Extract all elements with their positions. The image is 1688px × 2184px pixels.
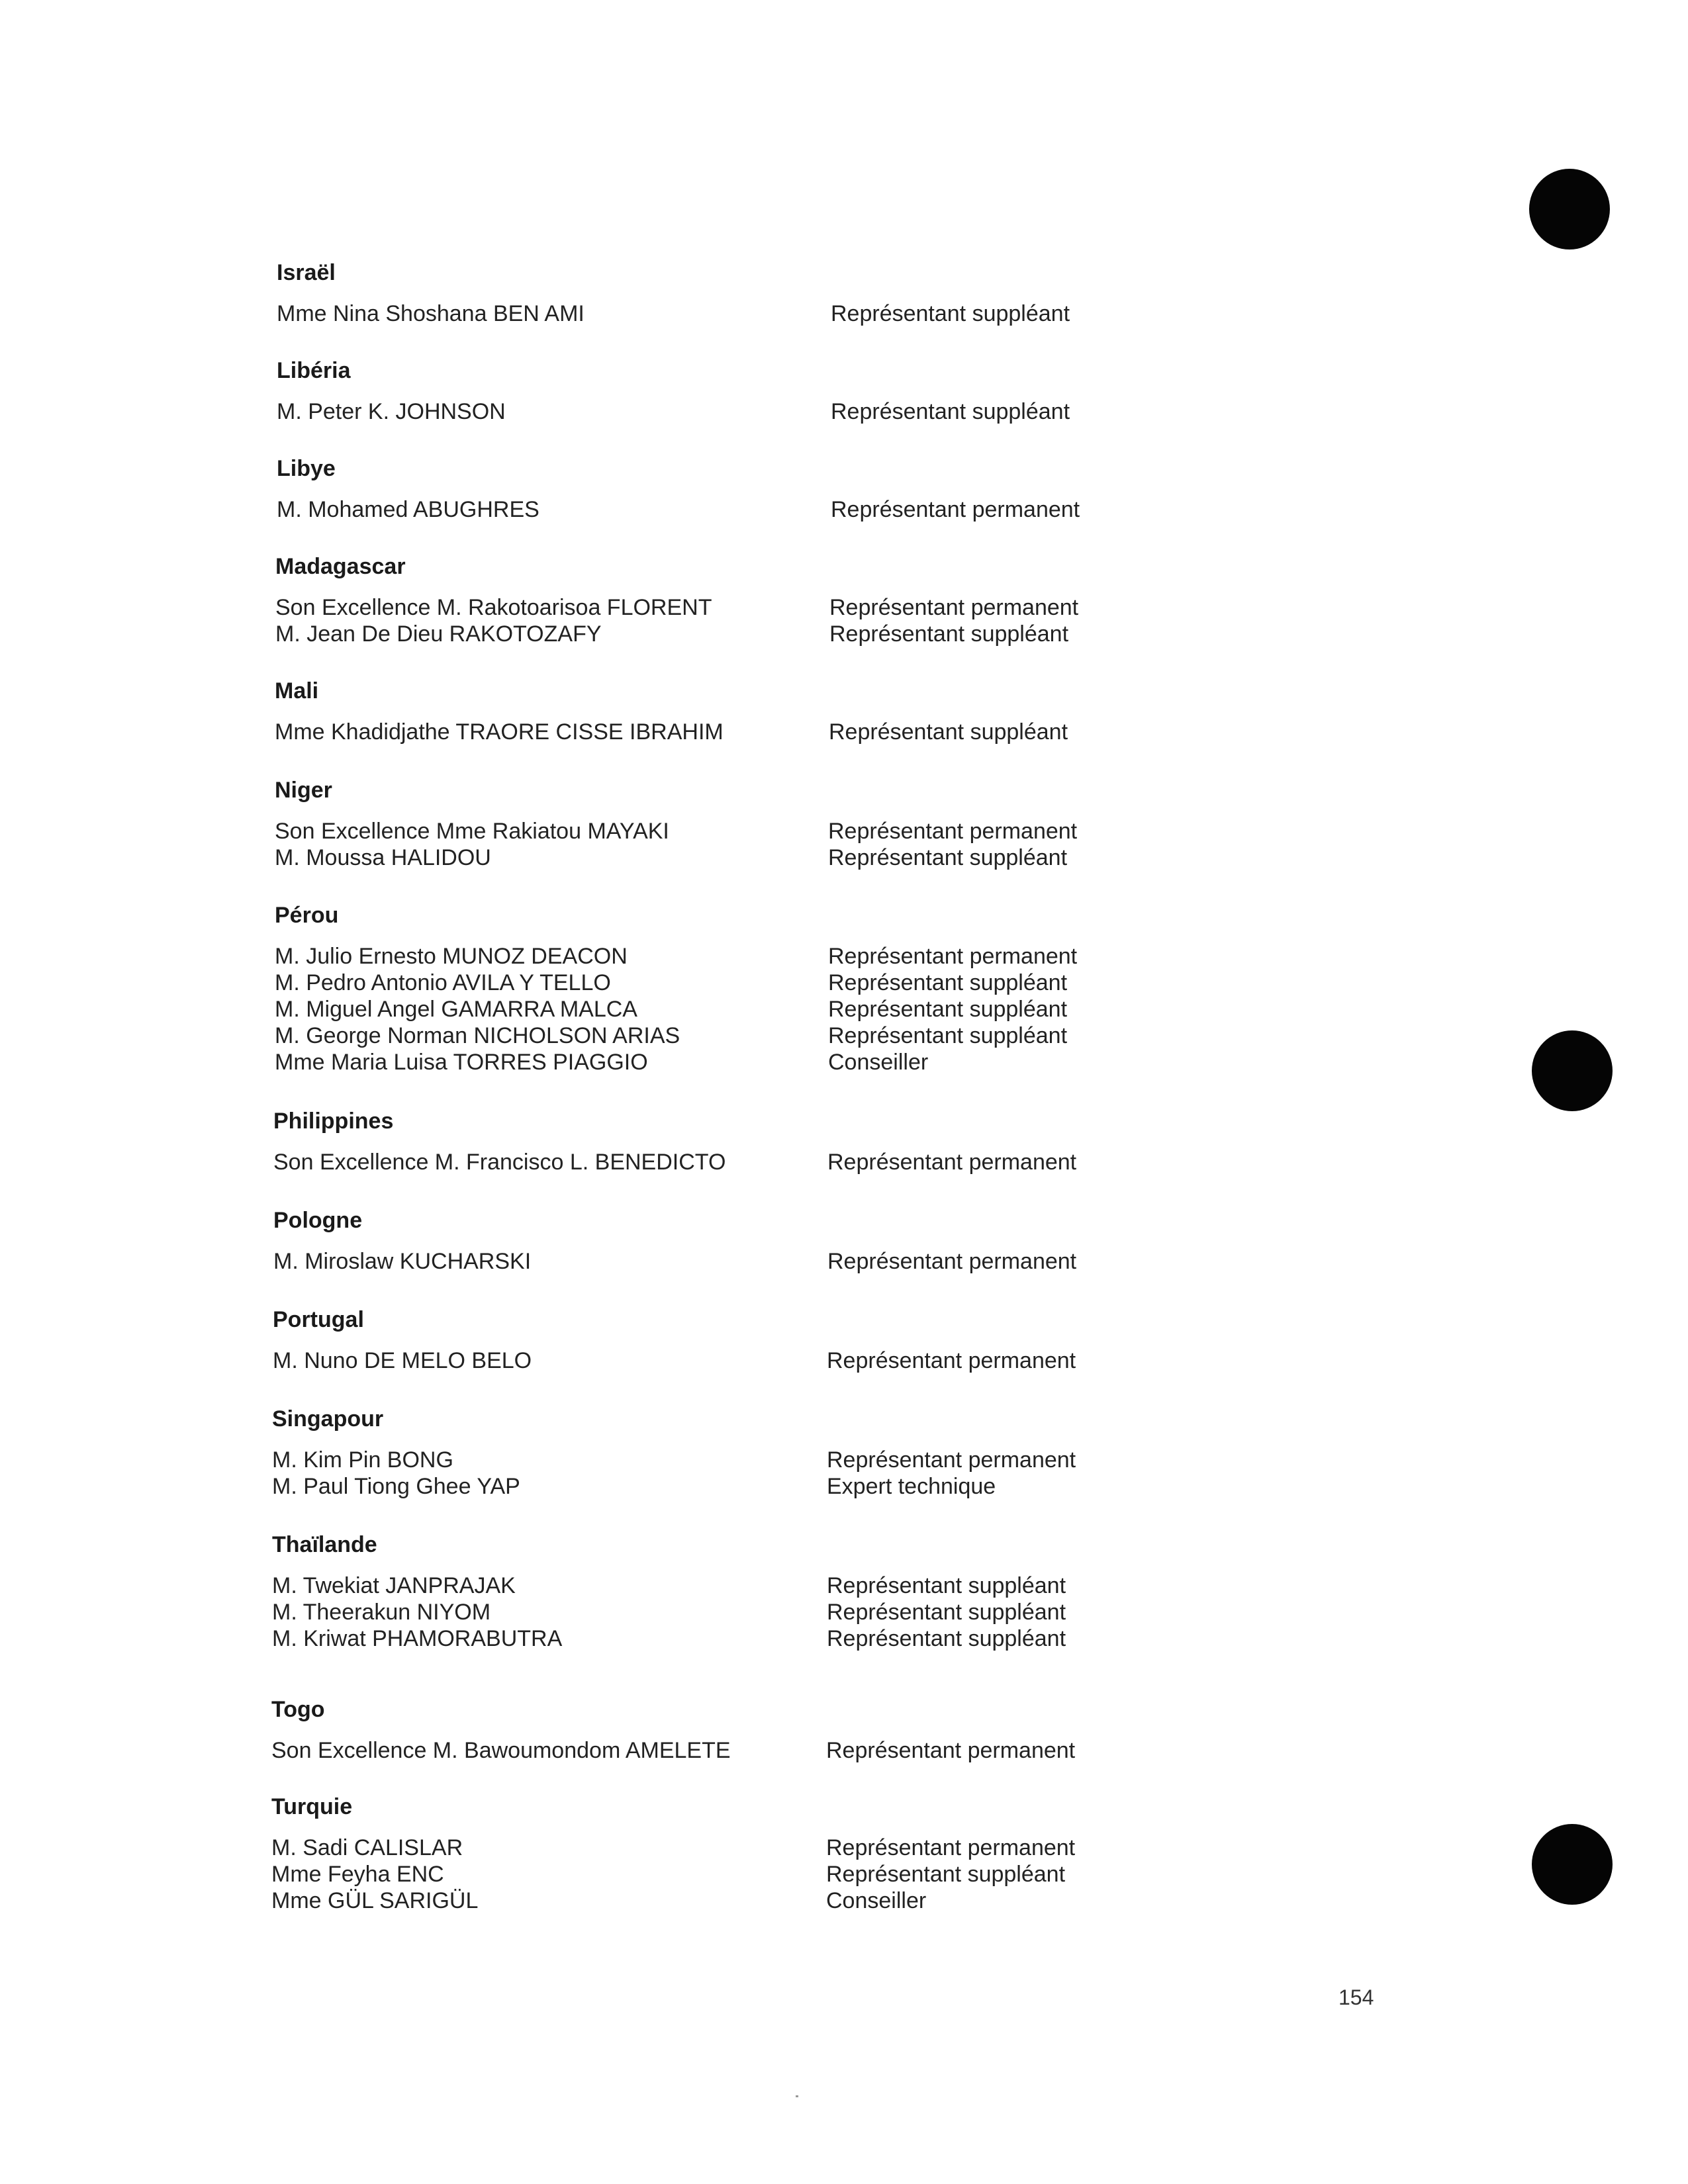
country-heading: Singapour [272,1406,384,1432]
delegate-role: Représentant suppléant [826,1862,1066,1887]
delegate-row [272,1473,1224,1500]
delegate-row [275,970,1225,996]
delegate-role: Représentant suppléant [827,1600,1066,1625]
delegate-role: Représentant permanent [826,1835,1076,1860]
delegate-name: Son Excellence M. Rakotoarisoa FLORENT [275,595,712,620]
delegate-name: M. Nuno DE MELO BELO [273,1348,532,1373]
country-heading: Libéria [277,358,351,383]
delegate-role: Représentant permanent [831,497,1080,522]
delegate-name: Son Excellence M. Bawoumondom AMELETE [271,1738,731,1763]
delegate-row [275,719,1226,745]
delegate-role: Représentant suppléant [831,399,1070,424]
delegate-name: M. Twekiat JANPRAJAK [272,1573,516,1598]
delegate-row [272,1599,1224,1625]
delegate-role: Représentant suppléant [829,719,1068,745]
delegate-row [271,1861,1223,1888]
delegate-row [277,496,1228,523]
delegate-row [273,1347,1224,1374]
country-heading: Libye [277,456,336,481]
delegate-name: Mme GÜL SARIGÜL [271,1888,479,1913]
delegate-row [275,621,1227,647]
delegate-row [275,594,1227,621]
delegate-row [277,398,1228,425]
delegate-role: Représentant suppléant [827,1573,1066,1598]
country-heading: Portugal [273,1307,364,1332]
delegate-name: M. Mohamed ABUGHRES [277,497,539,522]
country-heading: Israël [277,260,336,285]
delegate-row [272,1447,1224,1473]
country-heading: Turquie [271,1794,353,1819]
country-heading: Pérou [275,903,339,928]
delegate-role: Représentant permanent [827,1249,1077,1274]
delegate-role: Conseiller [826,1888,927,1913]
delegate-row [275,818,1225,844]
country-heading: Madagascar [275,554,406,579]
delegate-row [275,996,1225,1023]
delegate-name: M. Miroslaw KUCHARSKI [273,1249,532,1274]
delegate-name: Mme Feyha ENC [271,1862,444,1887]
delegate-name: M. Theerakun NIYOM [272,1600,491,1625]
delegate-row [275,1049,1225,1075]
delegate-role: Représentant suppléant [831,301,1070,326]
page-number: 154 [1338,1985,1374,2009]
country-heading: Philippines [273,1109,394,1134]
delegate-role: Représentant suppléant [828,1023,1068,1048]
delegate-row [277,300,1228,327]
delegate-row [273,1248,1225,1275]
delegate-name: M. George Norman NICHOLSON ARIAS [275,1023,680,1048]
delegate-name: Mme Maria Luisa TORRES PIAGGIO [275,1050,648,1075]
delegate-role: Représentant suppléant [829,621,1069,647]
country-heading: Niger [275,778,332,803]
delegate-role: Expert technique [827,1474,996,1499]
delegate-name: Mme Nina Shoshana BEN AMI [277,301,585,326]
country-heading: Togo [271,1697,325,1722]
delegate-row [275,844,1225,871]
delegate-name: M. Paul Tiong Ghee YAP [272,1474,520,1499]
delegate-row [275,943,1225,970]
delegate-role: Représentant suppléant [828,997,1068,1022]
delegate-role: Représentant suppléant [828,970,1068,995]
delegate-name: Son Excellence Mme Rakiatou MAYAKI [275,819,669,844]
country-heading: Pologne [273,1208,363,1233]
delegate-role: Représentant suppléant [828,845,1068,870]
delegate-row [271,1835,1223,1861]
delegate-role: Représentant permanent [828,944,1078,969]
country-heading: Thaïlande [272,1532,377,1557]
delegate-role: Représentant permanent [827,1150,1077,1175]
delegate-row [272,1572,1224,1599]
delegate-row [271,1737,1223,1764]
delegate-name: Son Excellence M. Francisco L. BENEDICTO [273,1150,726,1175]
delegate-role: Représentant permanent [827,1447,1076,1473]
delegate-name: M. Miguel Angel GAMARRA MALCA [275,997,637,1022]
delegate-role: Représentant permanent [828,819,1078,844]
delegate-role: Représentant permanent [827,1348,1076,1373]
delegate-name: M. Kriwat PHAMORABUTRA [272,1626,563,1651]
delegate-role: Représentant suppléant [827,1626,1066,1651]
delegate-name: M. Moussa HALIDOU [275,845,491,870]
delegate-name: M. Sadi CALISLAR [271,1835,463,1860]
scan-speck [796,2095,798,2097]
delegate-row [271,1888,1223,1914]
delegate-name: M. Kim Pin BONG [272,1447,453,1473]
delegate-row [273,1149,1225,1175]
delegate-role: Conseiller [828,1050,929,1075]
delegate-name: M. Julio Ernesto MUNOZ DEACON [275,944,628,969]
country-heading: Mali [275,678,319,704]
delegate-name: M. Jean De Dieu RAKOTOZAFY [275,621,602,647]
delegate-name: M. Peter K. JOHNSON [277,399,506,424]
delegate-role: Représentant permanent [829,595,1079,620]
delegate-name: M. Pedro Antonio AVILA Y TELLO [275,970,611,995]
delegate-row [272,1625,1224,1652]
delegate-name: Mme Khadidjathe TRAORE CISSE IBRAHIM [275,719,724,745]
delegate-row [275,1023,1225,1049]
delegate-role: Représentant permanent [826,1738,1076,1763]
